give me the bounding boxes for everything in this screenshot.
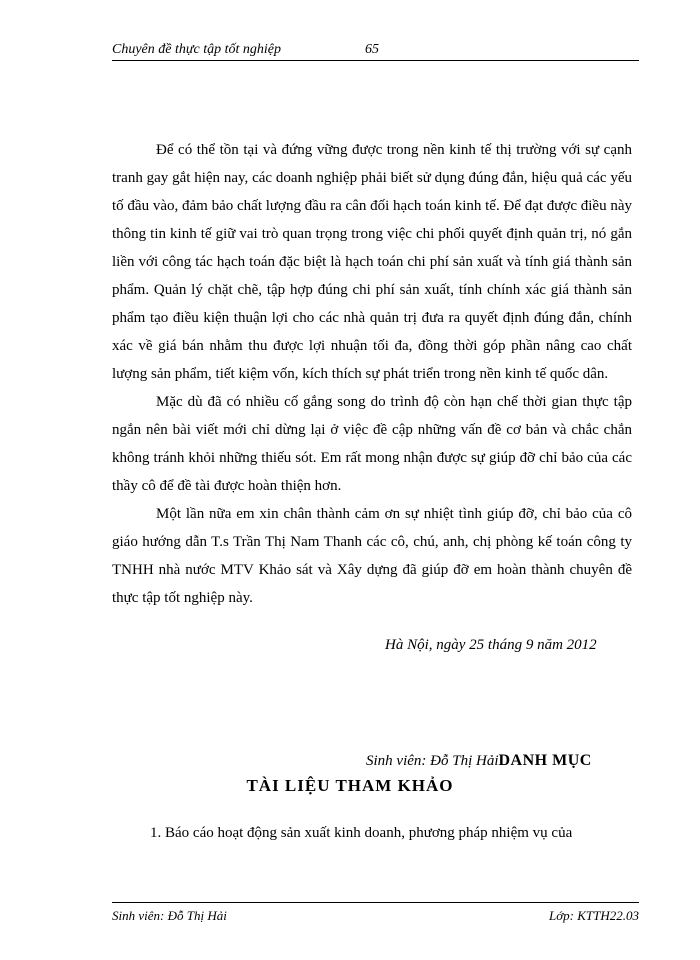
references-heading-line1: DANH MỤC: [498, 752, 592, 769]
place-date: Hà Nội, ngày 25 tháng 9 năm 2012: [385, 637, 597, 653]
body-text: [112, 136, 632, 612]
paragraph-2: Mặc dù đã có nhiều cố gắng song do trình độ còn hạn chế thời gian thực tập ngắn nên bài viết mới chỉ dừng lại ở việc đề cập những vấn đề cơ bản và chắc chắn không tránh khỏi những thiếu sót. Em rất mong nhận được sự giúp đỡ chỉ bảo của các thầy cô để đề tài được hoàn thiện hơn.: [112, 394, 632, 494]
paragraph-3: Một lần nữa em xin chân thành cảm ơn sự nhiệt tình giúp đỡ, chỉ bảo của cô giáo hướng dẫn T.s Trần Thị Nam Thanh các cô, chú, anh, chị phòng kế toán công ty TNHH nhà nước MTV Khảo sát và Xây dựng đã giúp đỡ em hoàn thành chuyên đề thực tập tốt nghiệp này.: [112, 506, 632, 606]
paragraph-1: Để có thể tồn tại và đứng vững được trong nền kinh tế thị trường với sự cạnh tranh gay gắt hiện nay, các doanh nghiệp phải biết sử dụng đúng đắn, hiệu quả các yếu tố đầu vào, đảm bảo chất lượng đầu ra cân đối hạch toán kinh tế. Để đạt được điều này thông tin kinh tế giữ vai trò quan trọng trong việc chi phối quyết định quản trị, nó gắn liền với công tác hạch toán đặc biệt là hạch toán chi phí sản xuất và tính giá thành sản phẩm. Quản lý chặt chẽ, tập hợp đúng chi phí sản xuất, tính chính xác giá thành sản phẩm tạo điều kiện thuận lợi cho các nhà quản trị đưa ra quyết định đúng đắn, chính xác về giá bán nhằm thu được lợi nhuận tối đa, đồng thời góp phần nâng cao chất lượng sản phẩm, tiết kiệm vốn, kích thích sự phát triển trong nền kinh tế quốc dân.: [112, 142, 632, 382]
references-heading-line2: TÀI LIỆU THAM KHẢO: [246, 776, 454, 795]
page-header: [112, 40, 639, 61]
header-title: Chuyên đề thực tập tốt nghiệp: [112, 42, 281, 57]
footer-class: Lớp: KTTH22.03: [548, 908, 639, 923]
page-footer: [112, 902, 639, 923]
reference-item-1: 1. Báo cáo hoạt động sản xuất kinh doanh, phương pháp nhiệm vụ của: [150, 825, 573, 841]
footer-student: Sinh viên: Đỗ Thị Hải: [112, 908, 227, 923]
page-number: 65: [365, 42, 379, 57]
signer-name: Sinh viên: Đỗ Thị Hải: [366, 753, 499, 769]
signature-line: [366, 752, 592, 770]
